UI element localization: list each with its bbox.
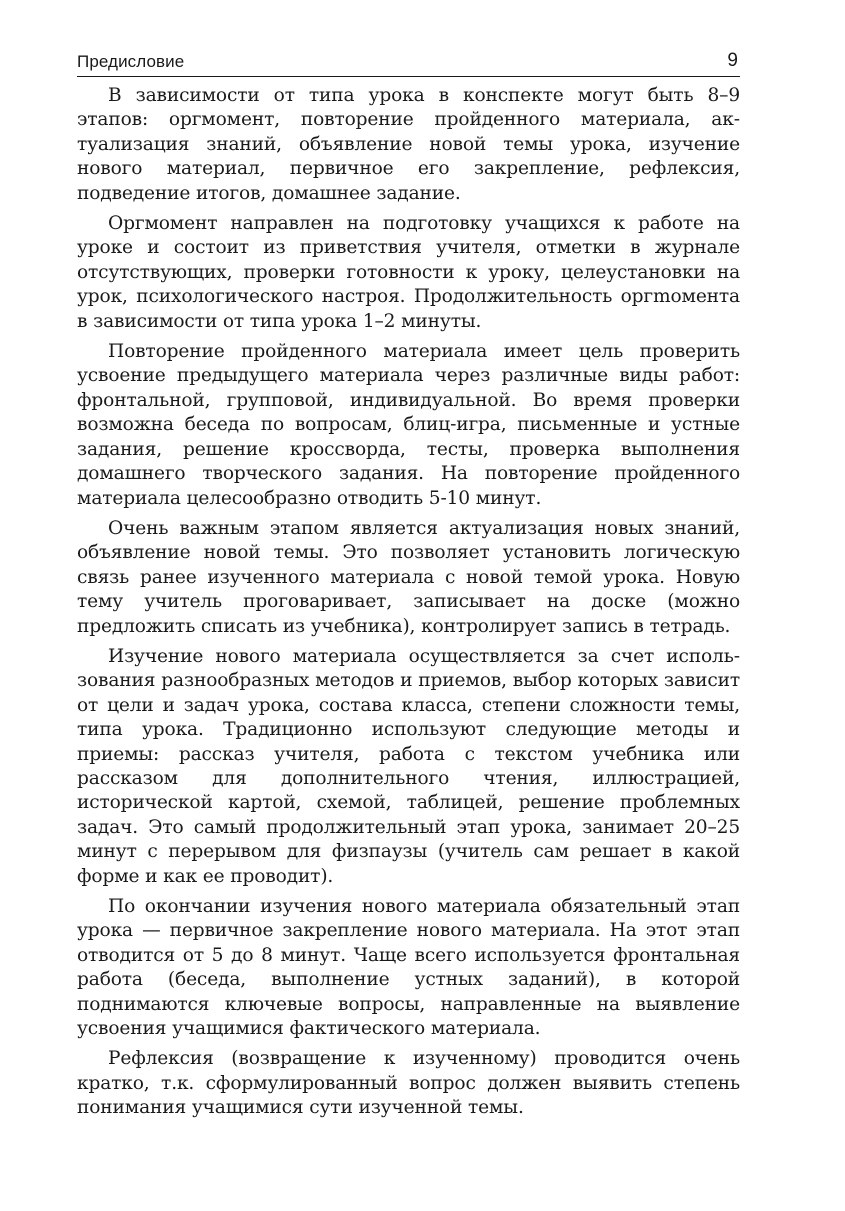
paragraph-reflection: Рефлексия (возвращение к изученному) проводится очень кратко, т.к. сформулированный вопрос должен выявить степень понимания учащимися сути изученной темы.	[77, 1048, 740, 1119]
paragraph-orgmoment: Оргмомент направлен на подготовку учащихся к работе на уроке и состоит из приветствия учителя, отметки в журнале отсутствующих, проверки готовности к уроку, целеустановки на урок, психологического настроя. Продолжительность оргmомента в зависимости от типа урока 1–2 минуты.	[77, 213, 740, 332]
paragraph-lesson-stages: В зависимости от типа урока в конспекте могут быть 8–9 этапов: оргмомент, повторение пройденного материала, актуализация знаний, объявление новой темы урока, изучение нового материал, первичное его закрепление, рефлексия, подведение итогов, домашнее задание.	[77, 85, 740, 204]
body-text	[77, 84, 740, 1121]
paragraph-consolidation: По окончании изучения нового материала обязательный этап урока — первичное закрепление нового материала. На этот этап отводится от 5 до 8 минут. Чаще всего используется фронтальная работа (беседа, выполнение устных заданий), в которой поднимаются ключевые вопросы, направленные на выявление усвоения учащимися фактического материала.	[77, 896, 740, 1040]
paragraph-actualization: Очень важным этапом является актуализация новых знаний, объявление новой темы. Это позволяет установить логическую связь ранее изученного материала с новой темой урока. Новую тему учитель проговаривает, записывает на доске (можно предложить списать из учебника), контролирует запись в тетрадь.	[77, 517, 740, 637]
section-title: Предисловие	[77, 52, 185, 71]
book-page	[77, 44, 740, 1121]
paragraph-review: Повторение пройденного материала имеет цель проверить усвоение предыдущего материала через различные виды работ: фронтальной, групповой, индивидуальной. Во время проверки возможна беседа по вопросам, блиц-игра, письменные и устные задания, решение кроссворда, тесты, проверка выполнения домашнего творческого задания. На повторение пройденного материала целесообразно отводить 5-10 минут.	[77, 341, 740, 509]
running-header	[77, 44, 740, 77]
paragraph-new-material: Изучение нового материала осуществляется за счет использования разнообразных методов и приемов, выбор которых зависит от цели и задач урока, состава класса, степени сложности темы, типа урока. Традиционно используют следующие методы и приемы: рассказ учителя, работа с текстом учебника или рассказом для дополнительного чтения, иллюстрацией, исторической картой, схемой, таблицей, решение проблемных задач. Это самый продолжительный этап урока, занимает 20–25 минут с перерывом для физпаузы (учитель сам решает в какой форме и как ее проводит).	[77, 645, 740, 887]
page-number: 9	[727, 50, 738, 71]
